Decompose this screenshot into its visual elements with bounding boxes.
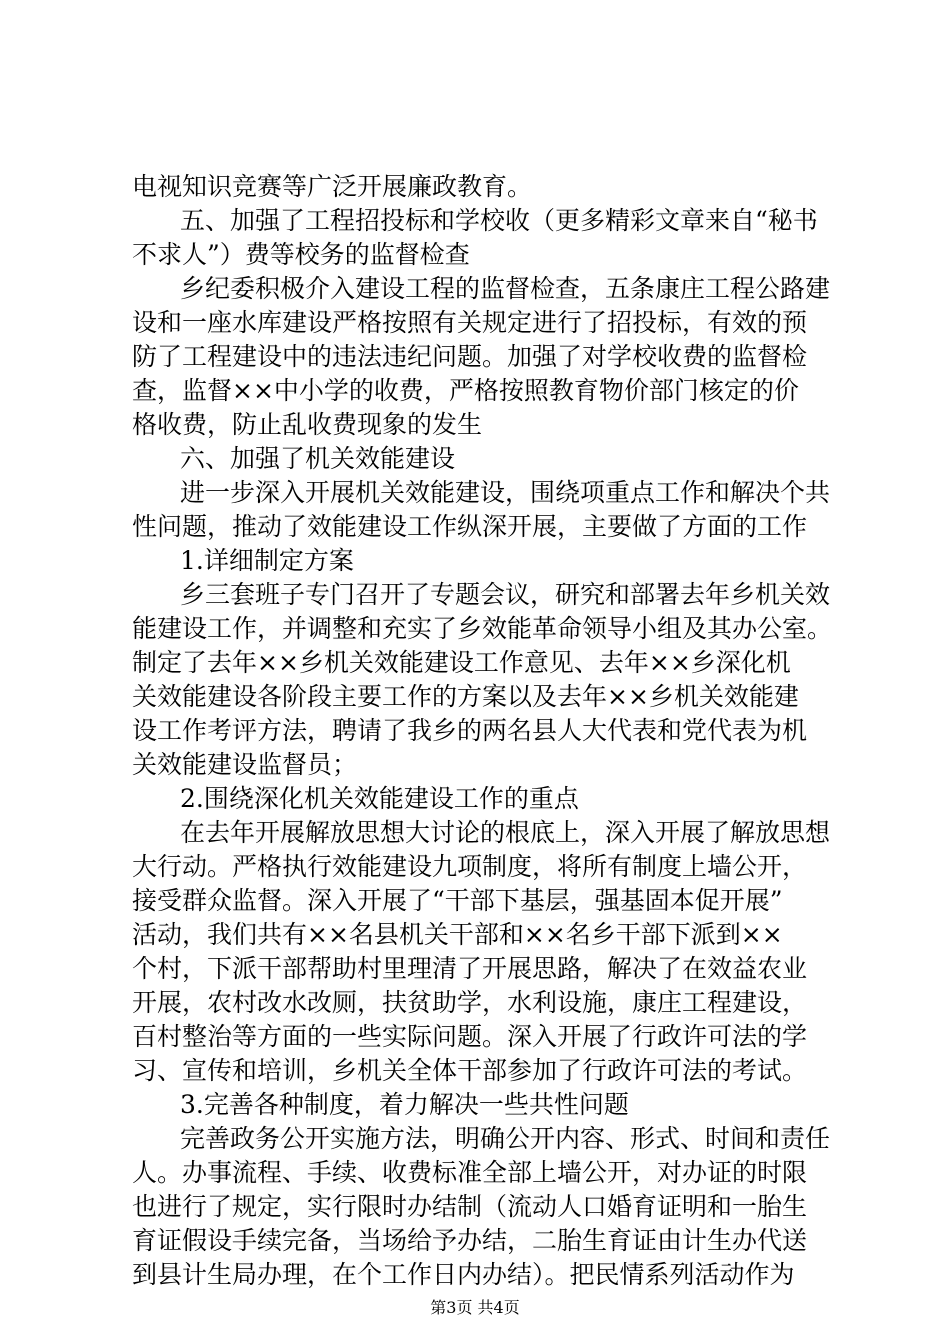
text-line: 防了工程建设中的违法违纪问题。加强了对学校收费的监督检	[132, 342, 808, 371]
text-line: 完善政务公开实施方法，明确公开内容、形式、时间和责任	[180, 1124, 831, 1153]
text-line: 乡纪委积极介入建设工程的监督检查，五条康庄工程公路建	[180, 274, 831, 303]
text-line: 也进行了规定，实行限时办结制（流动人口婚育证明和一胎生	[132, 1192, 808, 1221]
text-line: 五、加强了工程招投标和学校收（更多精彩文章来自“秘书	[180, 206, 818, 235]
text-line: 电视知识竞赛等广泛开展廉政教育。	[132, 172, 533, 201]
text-line: 在去年开展解放思想大讨论的根底上，深入开展了解放思想	[180, 818, 831, 847]
text-line: 人。办事流程、手续、收费标准全部上墙公开，对办证的时限	[132, 1158, 808, 1187]
text-line: 进一步深入开展机关效能建设，围绕项重点工作和解决个共	[180, 478, 831, 507]
subsection-heading: 1.详细制定方案	[180, 546, 354, 575]
text-line: 制定了去年××乡机关效能建设工作意见、去年××乡深化机	[132, 648, 791, 677]
page-footer: 第3页 共4页	[430, 1298, 520, 1317]
text-line: 到县计生局办理，在个工作日内办结）。把民情系列活动作为	[132, 1260, 795, 1289]
text-line: 查，监督××中小学的收费，严格按照教育物价部门核定的价	[132, 376, 799, 405]
text-line: 乡三套班子专门召开了专题会议，研究和部署去年乡机关效	[180, 580, 831, 609]
text-line: 设工作考评方法，聘请了我乡的两名县人大代表和党代表为机	[132, 716, 808, 745]
text-line: 开展，农村改水改厕，扶贫助学，水利设施，康庄工程建设，	[132, 988, 808, 1017]
text-line: 个村，下派干部帮助村里理清了开展思路，解决了在效益农业	[132, 954, 808, 983]
text-line: 育证假设手续完备，当场给予办结，二胎生育证由计生办代送	[132, 1226, 808, 1255]
text-line: 格收费，防止乱收费现象的发生	[132, 410, 483, 439]
text-line: 大行动。严格执行效能建设九项制度，将所有制度上墙公开，	[132, 852, 808, 881]
text-line: 性问题，推动了效能建设工作纵深开展，主要做了方面的工作	[132, 512, 808, 541]
text-line: 接受群众监督。深入开展了“干部下基层，强基固本促开展”	[132, 886, 783, 915]
text-line: 百村整治等方面的一些实际问题。深入开展了行政许可法的学	[132, 1022, 808, 1051]
text-line: 设和一座水库建设严格按照有关规定进行了招投标，有效的预	[132, 308, 808, 337]
text-line: 活动，我们共有××名县机关干部和××名乡干部下派到××	[132, 920, 783, 949]
subsection-heading: 2.围绕深化机关效能建设工作的重点	[180, 784, 579, 813]
text-line: 不求人”）费等校务的监督检查	[132, 240, 470, 269]
text-line: 习、宣传和培训，乡机关全体干部参加了行政许可法的考试。	[132, 1056, 808, 1085]
text-line: 关效能建设各阶段主要工作的方案以及去年××乡机关效能建	[132, 682, 799, 711]
text-line: 关效能建设监督员；	[132, 750, 358, 779]
section-heading: 六、加强了机关效能建设	[180, 444, 456, 473]
text-line: 能建设工作，并调整和充实了乡效能革命领导小组及其办公室。	[132, 614, 833, 643]
subsection-heading: 3.完善各种制度，着力解决一些共性问题	[180, 1090, 629, 1119]
